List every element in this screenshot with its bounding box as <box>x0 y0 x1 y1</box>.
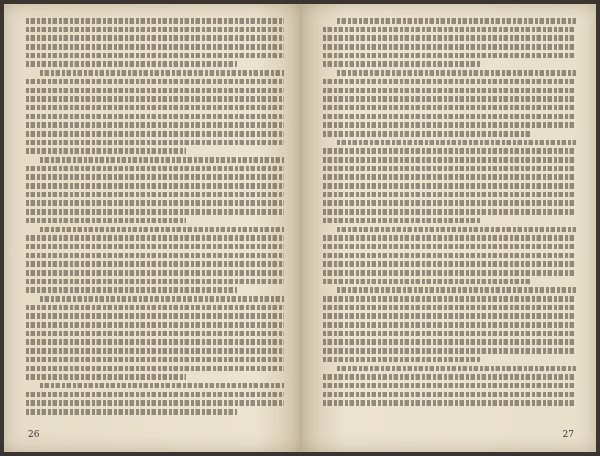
left-page-text <box>26 18 284 418</box>
right-page <box>301 4 597 452</box>
left-page <box>4 4 301 452</box>
page-number: 27 <box>562 430 574 440</box>
book-spread <box>4 4 596 452</box>
right-page-text <box>323 18 577 409</box>
page-number: 26 <box>28 430 40 440</box>
